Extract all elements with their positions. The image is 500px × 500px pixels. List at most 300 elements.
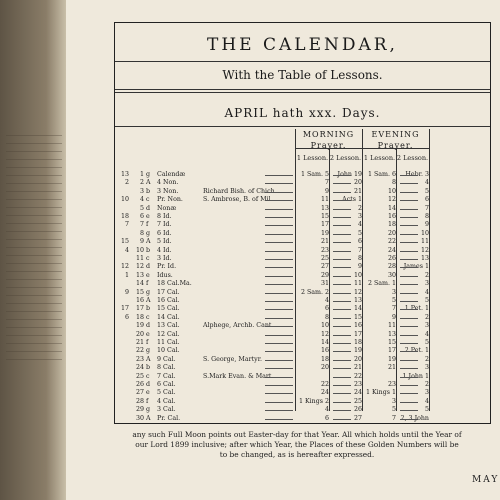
cell-l: f [146, 339, 149, 346]
cell-e1: 20 [387, 229, 396, 237]
cell-e2: 2 Pet. 1 [404, 347, 429, 355]
footer-note: any such Full Moon points out Easter-day for that Year. All which holds until the Year of our Lord 1899 inclusive; after which Year, the Places of these Golden Numbers will be to be changed, as is hereafter expressed. [132, 430, 462, 459]
divider [115, 89, 490, 90]
cell-e1: 26 [387, 255, 396, 262]
leader-line [400, 393, 418, 394]
leader-line [400, 217, 418, 218]
bleed-through-text [6, 135, 62, 365]
cell-d: 20 [135, 330, 144, 338]
cell-e1: 28 [387, 263, 396, 271]
leader-line [400, 368, 418, 369]
cell-k: 15 Cal. [157, 305, 180, 313]
leader-line [333, 343, 351, 344]
leader-line [265, 293, 293, 294]
cell-m2: 11 [353, 280, 362, 288]
cell-e1: 1 Kings 1 [365, 389, 396, 397]
cell-m2: 5 [357, 229, 362, 237]
cell-d: 28 [135, 397, 144, 405]
cell-g: 6 [124, 313, 129, 321]
cell-m2: 8 [357, 255, 362, 262]
cell-m1: 31 [320, 280, 329, 288]
leader-line [400, 192, 418, 193]
cell-e1: 5 [391, 406, 396, 414]
cell-d: 13 [135, 271, 144, 279]
cell-m1: 6 [324, 305, 329, 313]
leader-line [400, 351, 418, 352]
table-row [115, 179, 490, 187]
cell-d: 14 [135, 280, 144, 288]
leader-line [400, 242, 418, 243]
leader-line [333, 318, 351, 319]
leader-line [333, 234, 351, 235]
page-title: THE CALENDAR, [207, 35, 398, 55]
cell-e2: 1 John 1 [402, 372, 429, 380]
leader-line [333, 309, 351, 310]
cell-e2: 4 [424, 397, 429, 405]
leader-line [265, 410, 293, 411]
cell-d: 30 [135, 414, 144, 422]
leader-line [400, 410, 418, 411]
leader-line [265, 393, 293, 394]
cell-l: c [146, 196, 150, 204]
leader-line [265, 209, 293, 210]
leader-line [265, 326, 293, 327]
cell-k: 8 Cal. [157, 364, 176, 372]
cell-m2: 22 [353, 372, 362, 380]
cell-m2: 17 [353, 330, 362, 338]
catchword: MAY [472, 475, 500, 485]
cell-e2: James 1 [403, 263, 429, 271]
cell-g: 1 [124, 271, 129, 279]
cell-m1: 27 [320, 263, 329, 271]
cell-e2: 4 [424, 179, 429, 187]
leader-line [400, 377, 418, 378]
cell-k: 6 Id. [157, 229, 172, 237]
leader-line [265, 402, 293, 403]
cell-m1: 20 [320, 364, 329, 372]
cell-g: 4 [124, 246, 129, 254]
cell-d: 25 [135, 372, 144, 380]
cell-k: 18 Cal.Ma. [157, 280, 192, 288]
cell-m2: 15 [353, 313, 362, 321]
cell-l: b [146, 364, 151, 372]
cell-e1: 3 [391, 397, 396, 405]
table-row [115, 373, 490, 381]
leader-line [333, 192, 351, 193]
cell-e1: 22 [387, 238, 396, 246]
cell-e1: 19 [387, 355, 396, 363]
cell-m1: 29 [320, 271, 329, 279]
leader-line [265, 251, 293, 252]
leader-line [333, 385, 351, 386]
leader-line [333, 419, 351, 420]
cell-e1: 13 [387, 330, 396, 338]
cell-l: e [146, 271, 150, 279]
leader-line [333, 225, 351, 226]
cell-l: d [146, 381, 151, 388]
cell-e2: 9 [424, 221, 429, 229]
cell-d: 26 [135, 381, 144, 388]
divider [115, 126, 490, 127]
leader-line [265, 217, 293, 218]
subtitle: With the Table of Lessons. [222, 68, 383, 82]
cell-e1: 8 [391, 179, 396, 187]
cell-s: Alphege, Archb. Cant. [203, 322, 274, 330]
cell-m1: 12 [320, 330, 329, 338]
leader-line [333, 377, 351, 378]
divider [115, 61, 490, 62]
cell-k: 14 Cal. [157, 313, 180, 321]
table-row [115, 188, 490, 196]
cell-e1: 3 [391, 288, 396, 296]
cell-k: 7 Cal. [157, 372, 176, 380]
leader-line [265, 377, 293, 378]
cell-e2: Hebr. 3 [405, 171, 429, 178]
leader-line [333, 293, 351, 294]
cell-e1: 11 [387, 322, 396, 330]
leader-line [400, 267, 418, 268]
cell-l: e [146, 213, 150, 220]
cell-e1: 10 [387, 187, 396, 195]
leader-line [265, 385, 293, 386]
leader-line [400, 318, 418, 319]
cell-d: 29 [135, 406, 144, 414]
leader-line [333, 259, 351, 260]
cell-s: S. George, Martyr. [203, 355, 263, 363]
table-row [115, 331, 490, 339]
cell-k: 9 Cal. [157, 355, 176, 363]
cell-l: f [146, 221, 149, 229]
cell-k: 16 Cal. [157, 297, 180, 304]
cell-e2: 2 [424, 381, 429, 388]
cell-e2: 7 [424, 204, 429, 212]
leader-line [265, 242, 293, 243]
cell-d: 3 [139, 187, 144, 195]
cell-d: 19 [135, 322, 144, 330]
leader-line [400, 402, 418, 403]
cell-k: 4 Cal. [157, 397, 176, 405]
leader-line [265, 183, 293, 184]
cell-l: g [146, 406, 151, 414]
cell-m2: 6 [357, 238, 362, 246]
cell-m1: 4 [324, 406, 329, 414]
cell-m2: John 19 [337, 171, 362, 178]
table-row [115, 364, 490, 372]
cell-e1: 15 [387, 339, 396, 346]
cell-l: f [146, 397, 149, 405]
cell-m2: 10 [353, 271, 362, 279]
cell-d: 21 [135, 339, 144, 346]
leader-line [265, 301, 293, 302]
cell-e2: 5 [424, 297, 429, 304]
cell-m1: 8 [324, 313, 329, 321]
cell-m2: 14 [353, 305, 362, 313]
cell-m1: 17 [320, 221, 329, 229]
leader-line [265, 360, 293, 361]
cell-l: g [146, 229, 151, 237]
leader-line [400, 225, 418, 226]
cell-d: 12 [135, 263, 144, 271]
cell-l: b [146, 246, 151, 254]
cell-d: 18 [135, 313, 144, 321]
cell-e2: 5 [424, 339, 429, 346]
leader-line [265, 200, 293, 201]
table-row [115, 381, 490, 389]
cell-g: 17 [120, 305, 129, 313]
cell-m2: 16 [353, 322, 362, 330]
cell-k: 7 Id. [157, 221, 172, 229]
morning-lesson2-header: 2 Lesson. [329, 154, 362, 162]
table-row [115, 171, 490, 179]
leader-line [265, 309, 293, 310]
cell-m1: 11 [320, 196, 329, 204]
leader-line [333, 360, 351, 361]
leader-line [265, 318, 293, 319]
cell-m1: 15 [320, 213, 329, 220]
cell-m2: 26 [353, 406, 362, 414]
cell-m1: 10 [320, 322, 329, 330]
cell-e1: 23 [387, 381, 396, 388]
table-row [115, 247, 490, 255]
cell-m1: 4 [324, 297, 329, 304]
cell-e1: 18 [387, 221, 396, 229]
cell-k: 13 Cal. [157, 322, 180, 330]
cell-m2: 18 [353, 339, 362, 346]
leader-line [265, 267, 293, 268]
table-row [115, 230, 490, 238]
leader-line [400, 360, 418, 361]
cell-m2: 12 [353, 288, 362, 296]
table-row [115, 347, 490, 355]
cell-g: 12 [120, 263, 129, 271]
cell-k: 4 Non. [157, 179, 179, 187]
cell-s: Richard Bish. of Chich. [203, 187, 277, 195]
cell-e1: 9 [391, 313, 396, 321]
cell-m1: 24 [320, 389, 329, 397]
cell-k: Pr. Non. [157, 196, 183, 204]
table-row [115, 398, 490, 406]
leader-line [400, 343, 418, 344]
cell-k: 5 Id. [157, 238, 172, 246]
divider [115, 92, 490, 93]
cell-s: S. Ambrose, B. of Mil. [203, 196, 273, 204]
leader-line [400, 309, 418, 310]
leader-line [333, 200, 351, 201]
cell-e2: 3 [424, 322, 429, 330]
cell-m2: 4 [357, 221, 362, 229]
cell-d: 11 [135, 255, 144, 262]
cell-e2: 8 [424, 213, 429, 220]
cell-k: Calendæ [157, 171, 186, 178]
leader-line [333, 183, 351, 184]
cell-m1: 21 [320, 238, 329, 246]
leader-line [333, 335, 351, 336]
cell-m2: 25 [353, 397, 362, 405]
cell-k: 3 Cal. [157, 406, 176, 414]
cell-k: 3 Non. [157, 187, 179, 195]
cell-l: g [146, 171, 151, 178]
cell-d: 6 [139, 213, 144, 220]
cell-m2: 20 [353, 179, 362, 187]
cell-m2: 9 [357, 263, 362, 271]
cell-m1: 19 [320, 229, 329, 237]
cell-m2: Acts 1 [342, 196, 362, 204]
cell-m1: 7 [324, 179, 329, 187]
leader-line [400, 335, 418, 336]
leader-line [265, 284, 293, 285]
table-row [115, 314, 490, 322]
cell-d: 2 [139, 179, 144, 187]
leader-line [333, 368, 351, 369]
cell-m2: 21 [353, 187, 362, 195]
table-row [115, 213, 490, 221]
cell-m1: 1 Sam. 5 [300, 171, 329, 178]
calendar-frame [114, 22, 491, 424]
cell-k: Pr. Cal. [157, 414, 181, 422]
facing-page-edge [0, 0, 66, 500]
table-row [115, 196, 490, 204]
cell-e2: 4 [424, 330, 429, 338]
cell-e2: 10 [420, 229, 429, 237]
cell-m1: 2 Sam. 2 [300, 288, 329, 296]
leader-line [265, 419, 293, 420]
leader-line [400, 200, 418, 201]
table-row [115, 322, 490, 330]
leader-line [333, 217, 351, 218]
leader-line [400, 385, 418, 386]
cell-l: b [146, 305, 151, 313]
morning-lesson1-header: 1 Lesson. [296, 154, 329, 162]
cell-m1: 14 [320, 339, 329, 346]
leader-line [333, 267, 351, 268]
cell-e2: 5 [424, 187, 429, 195]
cell-l: A [146, 414, 151, 422]
leader-line [333, 402, 351, 403]
leader-line [333, 276, 351, 277]
leader-line [333, 301, 351, 302]
cell-l: g [146, 288, 151, 296]
cell-d: 22 [135, 347, 144, 355]
cell-e2: 2, 3 John [400, 414, 429, 422]
table-row [115, 205, 490, 213]
cell-e1: 1 Sam. 6 [367, 171, 396, 178]
cell-k: 10 Cal. [157, 347, 180, 355]
table-row [115, 263, 490, 271]
leader-line [400, 326, 418, 327]
cell-k: 5 Cal. [157, 389, 176, 397]
cell-m1: 13 [320, 204, 329, 212]
cell-l: e [146, 389, 150, 397]
leader-line [333, 284, 351, 285]
leader-line [265, 343, 293, 344]
cell-d: 8 [139, 229, 144, 237]
cell-d: 16 [135, 297, 144, 304]
cell-d: 7 [139, 221, 144, 229]
leader-line [400, 419, 418, 420]
cell-e2: 6 [424, 196, 429, 204]
cell-d: 9 [139, 238, 144, 246]
cell-k: 8 Id. [157, 213, 172, 220]
cell-g: 15 [120, 238, 129, 246]
cell-d: 27 [135, 389, 144, 397]
cell-m1: 23 [320, 246, 329, 254]
cell-e2: 2 [424, 271, 429, 279]
cell-m2: 20 [353, 355, 362, 363]
leader-line [400, 301, 418, 302]
cell-e1: 2 Sam. 1 [367, 280, 396, 288]
cell-e1: 21 [387, 364, 396, 372]
leader-line [333, 393, 351, 394]
table-row [115, 289, 490, 297]
cell-e1: 24 [387, 246, 396, 254]
cell-m1: 6 [324, 414, 329, 422]
cell-d: 15 [135, 288, 144, 296]
cell-e2: 13 [420, 255, 429, 262]
cell-m2: 7 [357, 246, 362, 254]
table-row [115, 356, 490, 364]
cell-l: A [146, 297, 151, 304]
cell-l: b [146, 187, 151, 195]
cell-e2: 4 [424, 288, 429, 296]
cell-e1: 30 [387, 271, 396, 279]
morning-label: MORNING [302, 130, 355, 139]
cell-m1: 9 [324, 187, 329, 195]
leader-line [400, 276, 418, 277]
cell-k: 3 Id. [157, 255, 172, 262]
cell-e2: 3 [424, 389, 429, 397]
leader-line [400, 284, 418, 285]
cell-m1: 1 Kings 2 [298, 397, 329, 405]
cell-g: 9 [124, 288, 129, 296]
leader-line [265, 175, 293, 176]
cell-l: g [146, 347, 151, 355]
leader-line [400, 234, 418, 235]
table-row [115, 389, 490, 397]
leader-line [400, 183, 418, 184]
cell-e1: 17 [387, 347, 396, 355]
cell-e2: 3 [424, 280, 429, 288]
table-row [115, 238, 490, 246]
cell-e1: 14 [387, 204, 396, 212]
cell-l: f [146, 280, 149, 288]
leader-line [265, 225, 293, 226]
cell-e1: 7 [391, 414, 396, 422]
leader-line [333, 410, 351, 411]
evening-sub-label: Prayer. [377, 141, 414, 150]
cell-m1: 16 [320, 347, 329, 355]
cell-l: A [146, 238, 151, 246]
cell-m1: 18 [320, 355, 329, 363]
cell-m2: 19 [353, 347, 362, 355]
cell-l: d [146, 322, 151, 330]
table-row [115, 406, 490, 414]
table-row [115, 305, 490, 313]
cell-g: 7 [124, 221, 129, 229]
leader-line [333, 209, 351, 210]
leader-line [265, 192, 293, 193]
cell-e2: 2 [424, 355, 429, 363]
leader-line [333, 351, 351, 352]
cell-k: Pr. Id. [157, 263, 177, 271]
cell-e2: 3 [424, 364, 429, 372]
cell-k: Nonæ [157, 204, 177, 212]
leader-line [333, 326, 351, 327]
header-divider [295, 148, 429, 149]
cell-e1: 7 [391, 305, 396, 313]
cell-l: d [146, 204, 151, 212]
cell-m2: 3 [357, 213, 362, 220]
table-row [115, 339, 490, 347]
